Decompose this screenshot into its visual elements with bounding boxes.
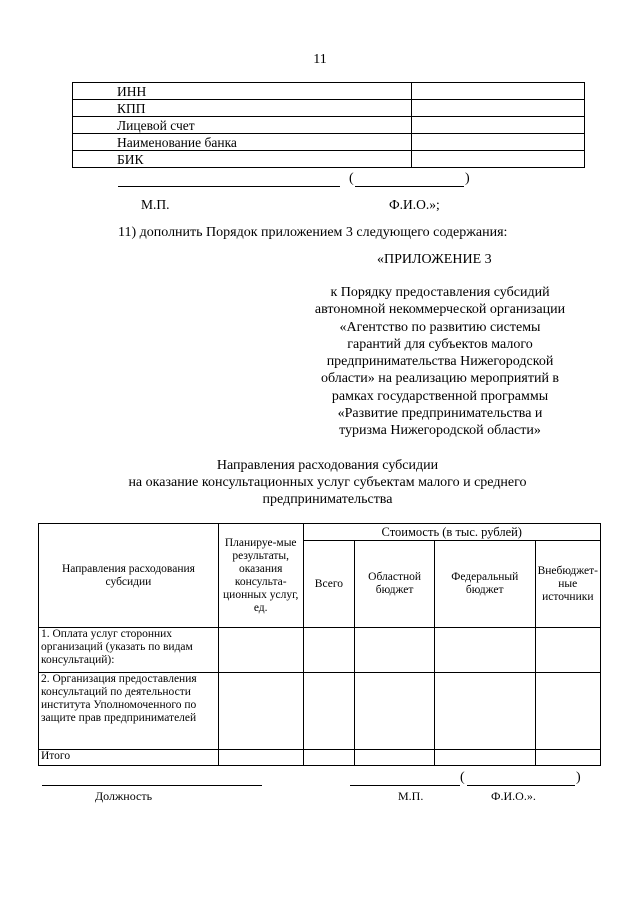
signature-line bbox=[350, 785, 460, 786]
bank-label-inn: ИНН bbox=[73, 83, 412, 100]
table-cell bbox=[218, 628, 303, 673]
table-cell bbox=[355, 750, 435, 766]
table-cell bbox=[535, 673, 600, 750]
table-cell bbox=[535, 750, 600, 766]
table-row bbox=[73, 83, 585, 100]
row-label: 1. Оплата услуг сторонних организаций (указать по видам консультаций): bbox=[39, 628, 219, 673]
appendix-line: гарантий для субъектов малого bbox=[347, 336, 533, 352]
table-row bbox=[39, 750, 601, 766]
paren-open: ( bbox=[460, 770, 465, 785]
stamp-label: М.П. bbox=[398, 789, 424, 803]
signature-line bbox=[118, 186, 340, 187]
table-cell bbox=[434, 750, 535, 766]
bank-value-cell bbox=[412, 134, 585, 151]
document-title bbox=[100, 457, 555, 508]
bank-label-bik: БИК bbox=[73, 151, 412, 168]
table-row bbox=[73, 151, 585, 168]
table-row bbox=[73, 100, 585, 117]
appendix-line: «Агентство по развитию системы bbox=[339, 319, 541, 335]
appendix-reference bbox=[290, 284, 590, 440]
header-cost-group: Стоимость (в тыс. рублей) bbox=[303, 524, 600, 541]
table-cell bbox=[218, 750, 303, 766]
fio-line bbox=[467, 785, 575, 786]
fio-label: Ф.И.О.»; bbox=[389, 197, 440, 212]
position-line bbox=[42, 785, 262, 786]
header-extra: Внебюджет-ные источники bbox=[535, 541, 600, 628]
table-header-row bbox=[39, 524, 601, 541]
bank-details-table bbox=[72, 82, 585, 168]
appendix-line: туризма Нижегородской области» bbox=[339, 423, 541, 439]
header-total: Всего bbox=[303, 541, 355, 628]
header-direction: Направления расходования субсидии bbox=[39, 524, 219, 628]
bank-label-kpp: КПП bbox=[73, 100, 412, 117]
table-cell bbox=[303, 673, 355, 750]
appendix-line: области» на реализацию мероприятий в bbox=[320, 371, 560, 387]
bank-value-cell bbox=[412, 83, 585, 100]
header-planned: Планируе-мые результаты, оказания консульта-ционных услуг, ед. bbox=[218, 524, 303, 628]
page-number: 11 bbox=[313, 52, 327, 67]
table-cell bbox=[434, 673, 535, 750]
bank-value-cell bbox=[412, 151, 585, 168]
paren-close: ) bbox=[465, 171, 470, 186]
appendix-line: «Развитие предпринимательства и bbox=[337, 406, 543, 422]
bank-label-bank-name: Наименование банка bbox=[73, 134, 412, 151]
table-row bbox=[73, 134, 585, 151]
bank-value-cell bbox=[412, 117, 585, 134]
appendix-line: предпринимательства Нижегородской bbox=[326, 354, 554, 370]
header-regional: Областной бюджет bbox=[355, 541, 435, 628]
table-cell bbox=[434, 628, 535, 673]
row-label-total: Итого bbox=[39, 750, 219, 766]
position-label: Должность bbox=[95, 789, 153, 803]
table-row bbox=[39, 673, 601, 750]
appendix-line: автономной некоммерческой организации bbox=[314, 302, 566, 318]
table-cell bbox=[218, 673, 303, 750]
row-label: 2. Организация предоставления консультаций по деятельности института Уполномоченного по защите прав предпринимателей bbox=[39, 673, 219, 750]
appendix-line: рамках государственной программы bbox=[331, 388, 549, 404]
amendment-paragraph: 11) дополнить Порядок приложением 3 следующего содержания: bbox=[118, 225, 508, 240]
table-cell bbox=[355, 673, 435, 750]
subsidy-directions-table bbox=[38, 523, 601, 766]
bank-value-cell bbox=[412, 100, 585, 117]
fio-label: Ф.И.О.». bbox=[491, 789, 536, 803]
paren-open: ( bbox=[349, 171, 354, 186]
title-line: на оказание консультационных услуг субъектам малого и среднего bbox=[128, 475, 527, 490]
fio-line bbox=[355, 186, 464, 187]
table-row bbox=[73, 117, 585, 134]
table-cell bbox=[303, 628, 355, 673]
bank-label-account: Лицевой счет bbox=[73, 117, 412, 134]
appendix-line: к Порядку предоставления субсидий bbox=[330, 285, 550, 300]
appendix-title: «ПРИЛОЖЕНИЕ 3 bbox=[377, 252, 492, 267]
paren-close: ) bbox=[576, 770, 581, 785]
title-line: Направления расходования субсидии bbox=[216, 458, 439, 473]
header-federal: Федеральный бюджет bbox=[434, 541, 535, 628]
table-cell bbox=[535, 628, 600, 673]
table-row bbox=[39, 628, 601, 673]
title-line: предпринимательства bbox=[262, 492, 393, 507]
stamp-label: М.П. bbox=[141, 197, 170, 212]
table-cell bbox=[303, 750, 355, 766]
table-cell bbox=[355, 628, 435, 673]
